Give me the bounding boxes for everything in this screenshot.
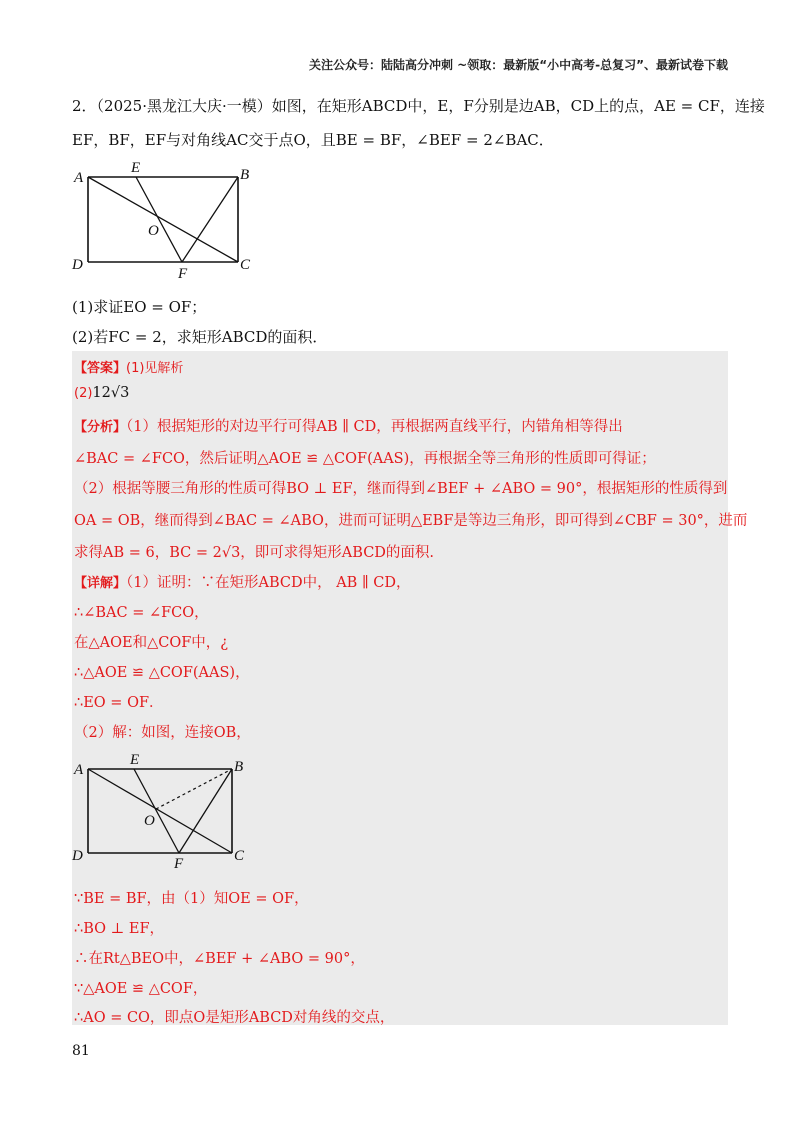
detail-line-1: 【详解】（1）证明：∵在矩形ABCD中， AB ∥ CD， <box>74 575 411 591</box>
detail-line-7: ∵BE = BF，由（1）知OE = OF， <box>74 891 309 907</box>
label-b: B <box>240 167 250 183</box>
page-number: 81 <box>72 1043 90 1059</box>
label-c: C <box>234 848 245 864</box>
detail-line-6: （2）解：如图，连接OB， <box>74 725 251 741</box>
label-o: O <box>148 223 159 239</box>
page-header: 关注公众号：陆陆高分冲刺 ~领取：最新版“小中高考-总复习”、最新试卷下载 <box>309 58 728 72</box>
label-c: C <box>240 257 251 273</box>
analysis-line-5: 求得AB = 6，BC = 2√3，即可求得矩形ABCD的面积. <box>74 545 435 561</box>
problem-statement-2: EF，BF，EF与对角线AC交于点O，且BE = BF，∠BEF = 2∠BAC． <box>72 131 554 149</box>
analysis-line-3: （2）根据等腰三角形的性质可得BO ⊥ EF，继而得到∠BEF + ∠ABO = 90°，根据矩形的性质得到 <box>74 481 728 497</box>
rectangle-figure-2 <box>64 747 264 872</box>
answer-line-1 <box>74 357 183 376</box>
label-f: F <box>174 856 184 872</box>
answer-tag: 【答案】 <box>74 361 127 376</box>
detail-line-9: ∴在Rt△BEO中，∠BEF + ∠ABO = 90°， <box>74 951 365 967</box>
problem-number: 2． <box>72 97 97 115</box>
detail-tag: 【详解】 <box>74 576 127 591</box>
detail-line-3: 在△AOE和△COF中，¿ <box>74 635 229 651</box>
label-e: E <box>131 160 141 176</box>
problem-line-1 <box>72 95 765 116</box>
label-d: D <box>72 257 83 273</box>
detail-line-2: ∴∠BAC = ∠FCO， <box>74 605 209 621</box>
question-2: (2)若FC = 2，求矩形ABCD的面积． <box>72 328 328 346</box>
problem-statement-1: 如图，在矩形ABCD中，E，F分别是边AB，CD上的点，AE = CF，连接 <box>271 97 765 115</box>
detail-line-8: ∴BO ⊥ EF， <box>74 921 165 937</box>
detail-line-5: ∴EO = OF． <box>74 695 164 711</box>
detail-line-4: ∴△AOE ≌ △COF(AAS)， <box>74 665 250 681</box>
detail-line-10: ∵△AOE ≌ △COF， <box>74 981 208 997</box>
label-a: A <box>74 170 84 186</box>
question-1: (1)求证EO = OF； <box>72 298 207 316</box>
detail-line-11: ∴AO = CO，即点O是矩形ABCD对角线的交点， <box>74 1010 395 1026</box>
analysis-line-2: ∠BAC = ∠FCO，然后证明△AOE ≌ △COF(AAS)，再根据全等三角形的性质即可得证； <box>74 451 656 467</box>
answer-part-2-value: 12√3 <box>92 385 130 401</box>
analysis-tag: 【分析】 <box>74 420 127 435</box>
rectangle-figure-1 <box>64 155 264 280</box>
answer-part-1: (1)见解析 <box>126 361 184 376</box>
label-e: E <box>130 752 140 768</box>
label-a: A <box>74 762 84 778</box>
label-f: F <box>178 266 188 280</box>
label-b: B <box>234 759 244 775</box>
label-o: O <box>144 813 155 829</box>
analysis-line-1: 【分析】（1）根据矩形的对边平行可得AB ∥ CD，再根据两直线平行，内错角相等得出 <box>74 419 623 435</box>
answer-line-2 <box>74 385 129 401</box>
answer-part-2-number: (2) <box>74 386 93 401</box>
label-d: D <box>72 848 83 864</box>
analysis-line-4: OA = OB，继而得到∠BAC = ∠ABO，进而可证明△EBF是等边三角形，即可得到∠CBF = 30°，进而 <box>74 513 748 529</box>
problem-source: （2025·黑龙江大庆·一模） <box>96 97 272 115</box>
